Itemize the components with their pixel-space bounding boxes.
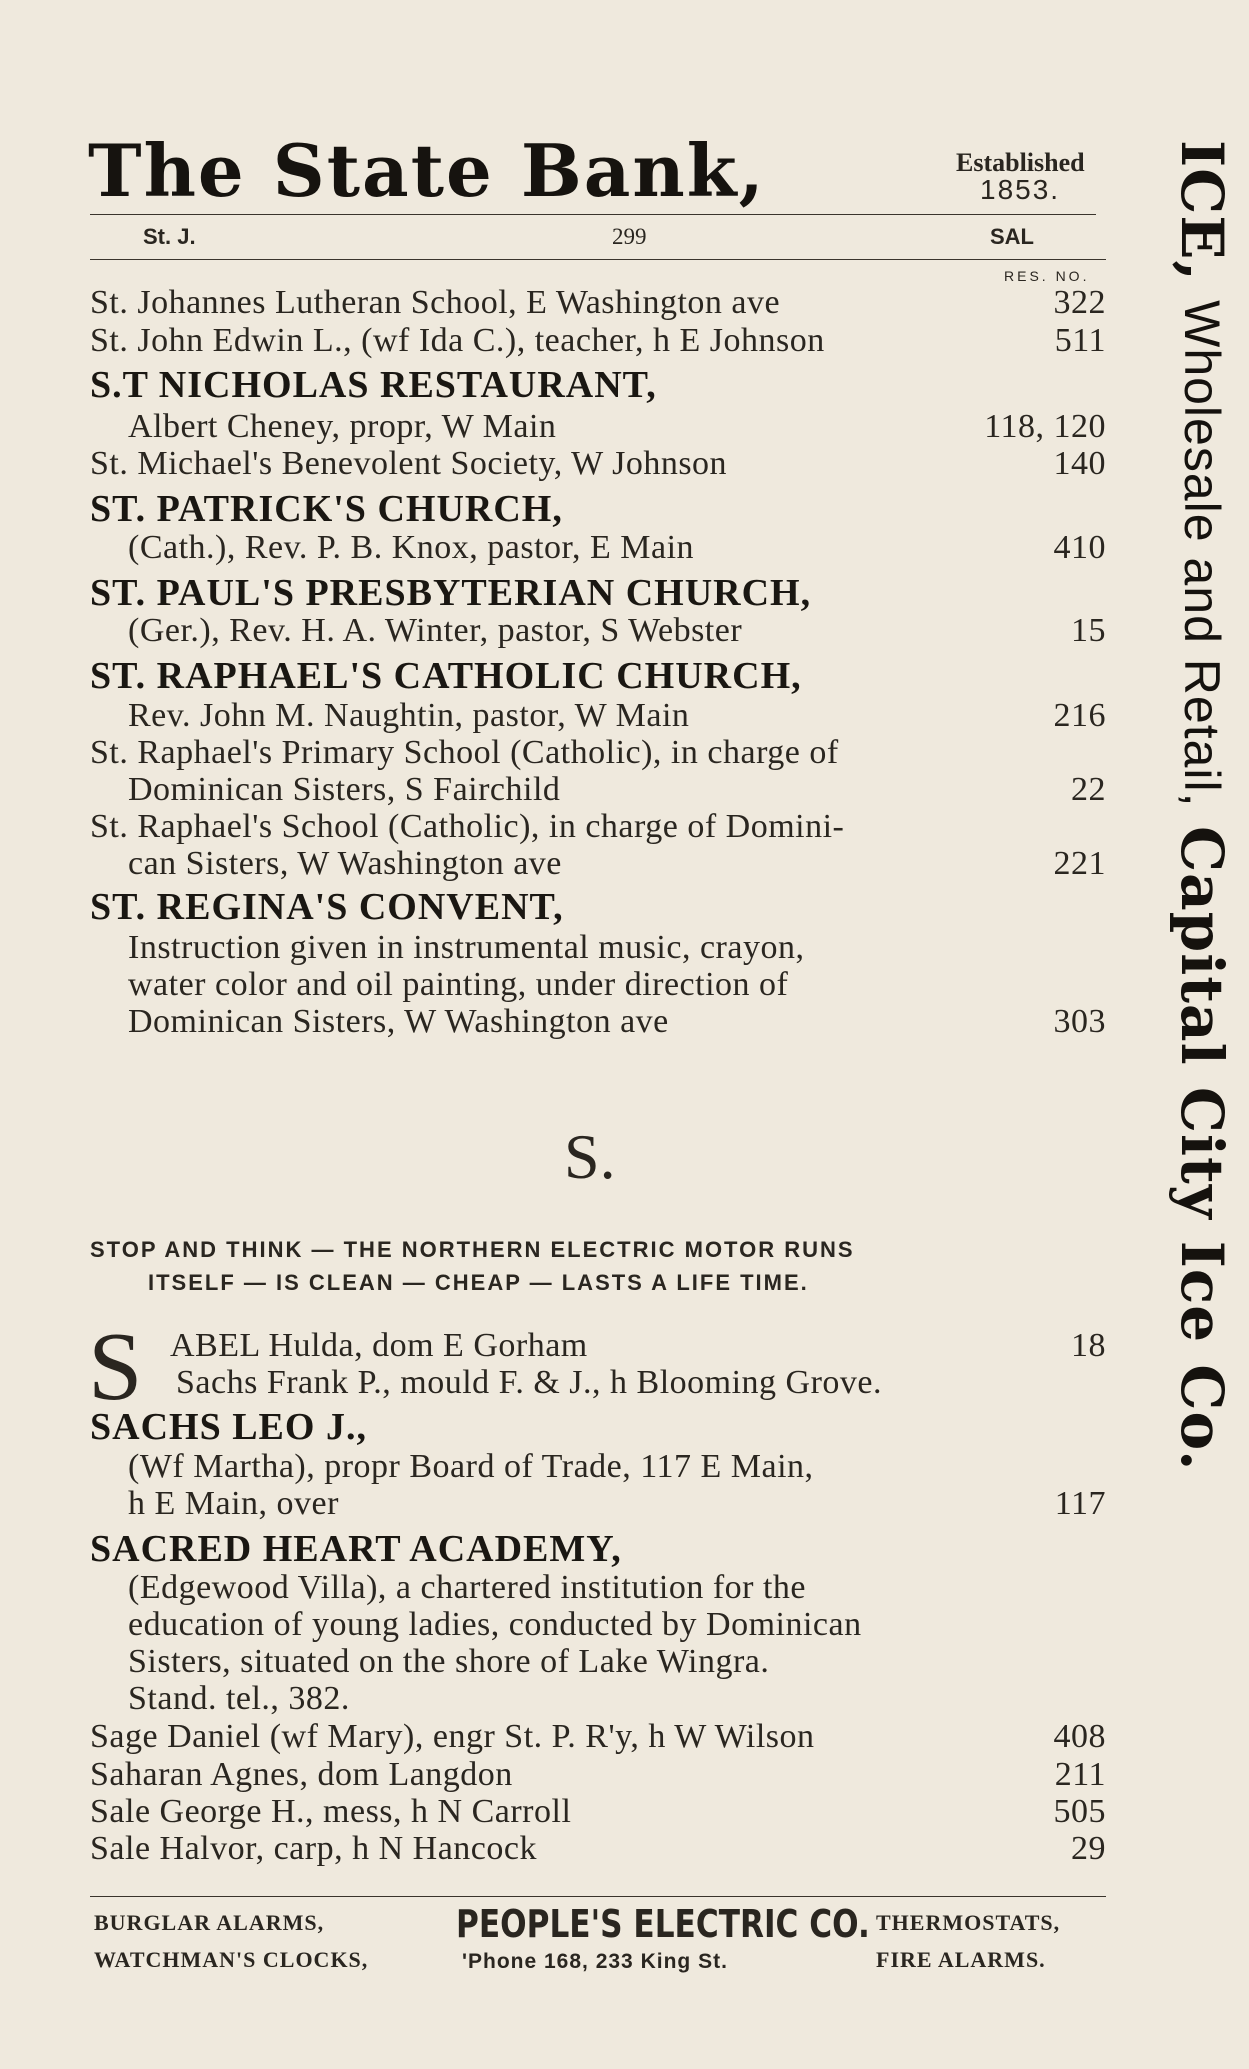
entry-text: (Cath.), Rev. P. B. Knox, pastor, E Main <box>128 529 695 566</box>
established-year: 1853. <box>980 174 1061 205</box>
raphael-heading: ST. RAPHAEL'S CATHOLIC CHURCH, <box>90 655 802 697</box>
entry-text: St. Johannes Lutheran School, E Washington ave <box>90 284 781 321</box>
header-rule-top <box>90 214 1096 215</box>
entry-text: Sachs Frank P., mould F. & J., h Blooming Grove. <box>176 1364 883 1401</box>
entry-number: 511 <box>1054 322 1106 359</box>
footer-right-line-2: FIRE ALARMS. <box>876 1947 1046 1972</box>
entry-text: Sisters, situated on the shore of Lake Wingra. <box>128 1643 770 1680</box>
entry-number: 408 <box>1053 1718 1106 1755</box>
motor-ad-line-1: STOP AND THINK — THE NORTHERN ELECTRIC MOTOR RUNS <box>90 1237 855 1262</box>
entry-text: St. Michael's Benevolent Society, W Johnson <box>90 445 728 482</box>
entry-number: 410 <box>1053 529 1106 566</box>
entry-text: (Ger.), Rev. H. A. Winter, pastor, S Webster <box>128 612 743 649</box>
sacred-heart-heading: SACRED HEART ACADEMY, <box>90 1528 622 1570</box>
list-item <box>128 1569 1106 1607</box>
side-banner-company: Capital City Ice Co. <box>1168 825 1236 1472</box>
bank-ad-title: The State Bank, <box>88 128 766 213</box>
footer-left-line-1: BURGLAR ALARMS, <box>94 1910 325 1935</box>
entry-text: Rev. John M. Naughtin, pastor, W Main <box>128 697 690 734</box>
footer-right-line-1: THERMOSTATS, <box>876 1910 1061 1935</box>
list-item <box>90 808 1106 846</box>
footer-left-line-2: WATCHMAN'S CLOCKS, <box>94 1947 369 1972</box>
list-item <box>90 1830 1106 1868</box>
list-item <box>128 966 1106 1004</box>
section-letter: S. <box>564 1121 616 1192</box>
entry-number: 29 <box>1071 1830 1106 1867</box>
list-item <box>128 1680 1106 1718</box>
entry-text: ABEL Hulda, dom E Gorham <box>170 1327 588 1364</box>
list-item <box>128 697 1106 735</box>
list-item <box>90 1756 1106 1794</box>
list-item <box>128 1606 1106 1644</box>
entry-number: 118, 120 <box>984 408 1106 445</box>
entry-text: h E Main, over <box>128 1485 339 1522</box>
entry-text: Sale George H., mess, h N Carroll <box>90 1793 572 1830</box>
footer-phone: 'Phone 168, 233 King St. <box>462 1950 728 1973</box>
list-item <box>128 1448 1106 1486</box>
motor-ad-line-2: ITSELF — IS CLEAN — CHEAP — LASTS A LIFE TIME. <box>148 1270 809 1295</box>
patrick-heading: ST. PATRICK'S CHURCH, <box>90 488 563 530</box>
entry-text: Instruction given in instrumental music, crayon, <box>128 929 805 966</box>
list-item <box>128 1643 1106 1681</box>
list-item <box>128 1485 1106 1523</box>
entry-number: 117 <box>1054 1485 1106 1522</box>
entry-text: Sage Daniel (wf Mary), engr St. P. R'y, h W Wilson <box>90 1718 815 1755</box>
list-item <box>128 1003 1106 1041</box>
side-banner <box>1168 140 1236 1471</box>
entry-text: St. Raphael's School (Catholic), in charge of Domini- <box>90 808 845 845</box>
entry-text: Saharan Agnes, dom Langdon <box>90 1756 513 1793</box>
entry-number: 216 <box>1053 697 1106 734</box>
entry-number: 18 <box>1071 1327 1106 1364</box>
entry-text: water color and oil painting, under direction of <box>128 966 789 1003</box>
list-item <box>90 1793 1106 1831</box>
entry-number: 15 <box>1071 612 1106 649</box>
right-guide-word: SAL <box>990 224 1034 249</box>
entry-number: 22 <box>1071 771 1106 808</box>
left-guide-word: St. J. <box>143 224 196 249</box>
list-item <box>176 1364 1106 1402</box>
entry-text: St. John Edwin L., (wf Ida C.), teacher, h E Johnson <box>90 322 825 359</box>
paul-heading: ST. PAUL'S PRESBYTERIAN CHURCH, <box>90 572 812 614</box>
nicholas-heading: S.T NICHOLAS RESTAURANT, <box>90 364 657 406</box>
list-item <box>128 529 1106 567</box>
header-rule-bottom <box>90 259 1106 260</box>
list-item <box>128 845 1106 883</box>
list-item <box>128 771 1106 809</box>
entry-text: Stand. tel., 382. <box>128 1680 350 1717</box>
list-item <box>170 1327 1106 1365</box>
list-item <box>128 408 1106 446</box>
list-item <box>90 1718 1106 1756</box>
established-label: Established <box>956 148 1085 177</box>
res-no-label: RES. NO. <box>1004 268 1090 284</box>
entry-text: education of young ladies, conducted by Dominican <box>128 1606 862 1643</box>
list-item <box>128 612 1106 650</box>
side-banner-wholesale: Wholesale and Retail, <box>1174 300 1230 808</box>
list-item <box>128 929 1106 967</box>
entry-text: can Sisters, W Washington ave <box>128 845 562 882</box>
entry-text: St. Raphael's Primary School (Catholic), in charge of <box>90 734 839 771</box>
entry-text: Albert Cheney, propr, W Main <box>128 408 557 445</box>
entry-number: 140 <box>1053 445 1106 482</box>
entry-text: (Wf Martha), propr Board of Trade, 117 E Main, <box>128 1448 814 1485</box>
entry-text: Dominican Sisters, W Washington ave <box>128 1003 669 1040</box>
list-item <box>90 284 1106 322</box>
entry-text: Dominican Sisters, S Fairchild <box>128 771 561 808</box>
sachs-leo-heading: SACHS LEO J., <box>90 1406 367 1448</box>
footer-company-name: PEOPLE'S ELECTRIC CO. <box>456 1902 870 1946</box>
list-item <box>90 445 1106 483</box>
entry-text: Sale Halvor, carp, h N Hancock <box>90 1830 537 1867</box>
entry-number: 505 <box>1053 1793 1106 1830</box>
list-item <box>90 734 1106 772</box>
entry-text: (Edgewood Villa), a chartered institution for the <box>128 1569 807 1606</box>
drop-cap-letter: S <box>88 1313 143 1421</box>
entry-number: 322 <box>1053 284 1106 321</box>
entry-number: 303 <box>1053 1003 1106 1040</box>
entry-number: 221 <box>1053 845 1106 882</box>
entry-number: 211 <box>1054 1756 1106 1793</box>
footer-rule <box>90 1896 1106 1897</box>
side-banner-ice: ICE, <box>1168 140 1236 282</box>
regina-heading: ST. REGINA'S CONVENT, <box>90 886 564 928</box>
list-item <box>90 322 1106 360</box>
page-number: 299 <box>612 224 647 249</box>
